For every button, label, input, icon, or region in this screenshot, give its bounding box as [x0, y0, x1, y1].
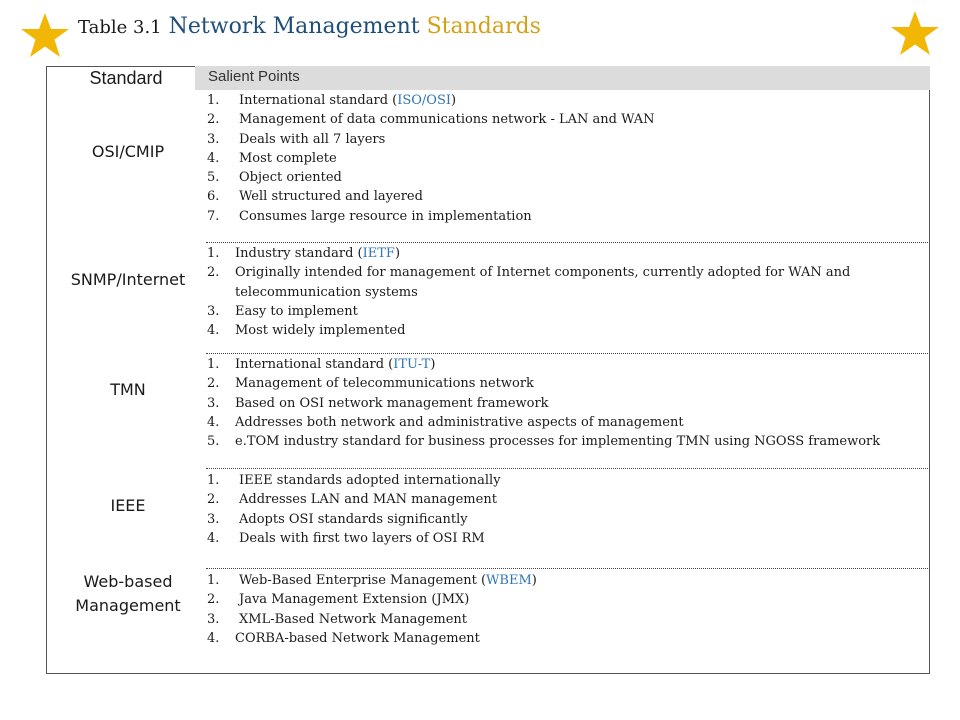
row-divider	[206, 353, 930, 354]
list-item: 4. CORBA-based Network Management	[207, 630, 480, 646]
list-item: 6. Well structured and layered	[207, 189, 423, 205]
table-header-band	[195, 66, 930, 90]
list-item: 3. Deals with all 7 layers	[207, 131, 386, 147]
list-item: 2. Management of data communications network - LAN and WAN	[207, 112, 655, 128]
list-item: 5. Object oriented	[207, 170, 342, 186]
standard-name: SNMP/Internet	[70, 270, 186, 289]
standard-name: OSI/CMIP	[91, 142, 165, 161]
standard-name: TMN	[110, 380, 146, 399]
list-item: 3. Easy to implement	[207, 303, 358, 319]
list-item: 2. Originally intended for management of Internet components, currently adopted for WAN and telecommunication systems	[207, 265, 851, 300]
list-item: 1. Web-Based Enterprise Management (WBEM)	[207, 573, 537, 588]
standard-name: IEEE	[110, 496, 146, 515]
title-label: Table 3.1	[78, 17, 162, 38]
salient-points-list	[206, 244, 926, 340]
column-header-standard: Standard	[89, 68, 163, 88]
list-item: 3. XML-Based Network Management	[207, 611, 468, 627]
salient-points-list	[206, 91, 926, 226]
page-title	[78, 14, 541, 39]
list-item: 2. Java Management Extension (JMX)	[207, 592, 470, 608]
salient-points-list	[206, 571, 926, 648]
star-icon	[20, 12, 70, 58]
row-divider	[206, 242, 930, 243]
list-item: 1. International standard (ITU-T)	[207, 357, 436, 372]
row-divider	[206, 468, 930, 469]
standard-name: Web-based Management	[75, 572, 181, 615]
list-item: 1. Industry standard (IETF)	[207, 246, 401, 261]
list-item: 4. Addresses both network and administrative aspects of management	[207, 414, 684, 430]
title-accent: Standards	[426, 14, 541, 39]
row-divider	[206, 568, 930, 569]
list-item: 2. Addresses LAN and MAN management	[207, 492, 497, 508]
list-item: 3. Based on OSI network management framework	[207, 395, 549, 411]
list-item: 4. Most widely implemented	[207, 323, 406, 339]
list-item: 1. International standard (ISO/OSI)	[207, 93, 457, 108]
list-item: 2. Management of telecommunications network	[207, 376, 534, 392]
list-item: 1. IEEE standards adopted internationally	[207, 473, 501, 488]
salient-points-list	[206, 471, 926, 548]
list-item: 7. Consumes large resource in implementation	[207, 208, 532, 224]
column-header-salient-points: Salient Points	[208, 68, 300, 85]
list-item: 4. Most complete	[207, 150, 337, 166]
list-item: 5. e.TOM industry standard for business processes for implementing TMN using NGOSS framework	[207, 434, 881, 450]
list-item: 4. Deals with first two layers of OSI RM	[207, 530, 485, 546]
title-main: Network Management	[168, 14, 420, 39]
star-icon	[890, 10, 940, 56]
salient-points-list	[206, 355, 926, 451]
list-item: 3. Adopts OSI standards significantly	[207, 511, 468, 527]
